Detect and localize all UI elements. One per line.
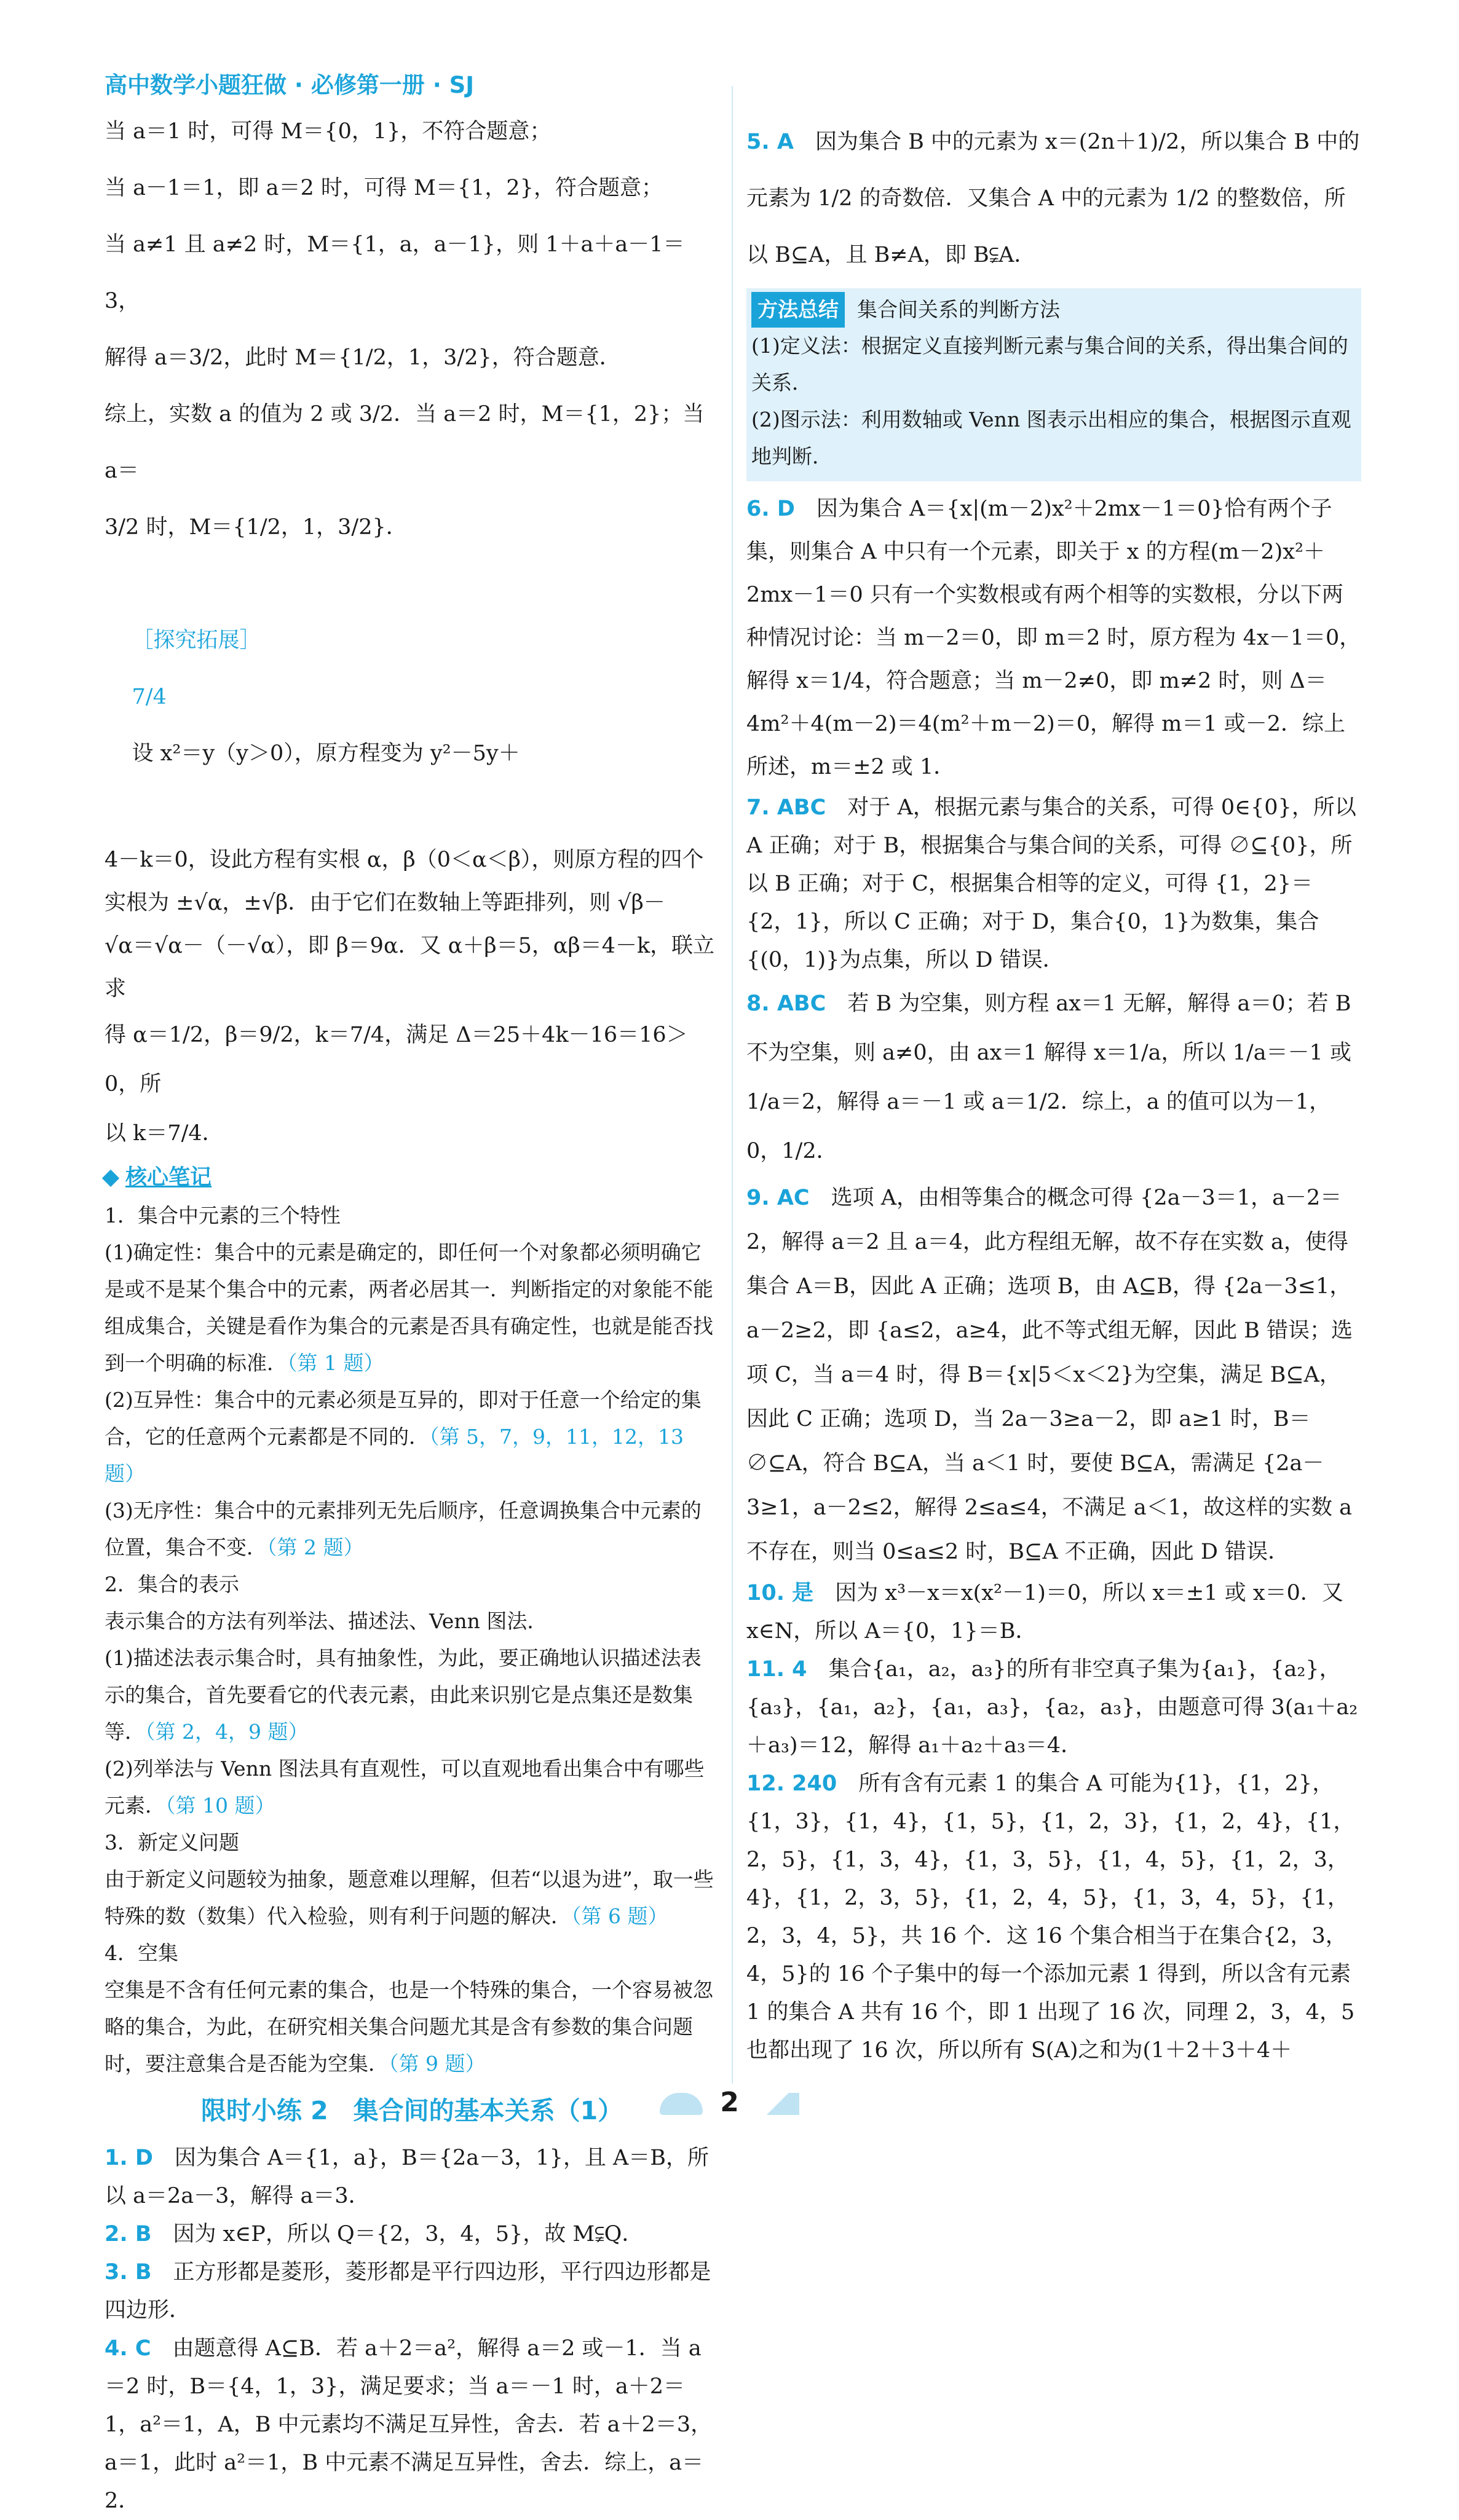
note-ref: （第 2 题）: [267, 1535, 364, 1559]
note-text: 表示集合的方法有列举法、描述法、Venn 图法．: [105, 1609, 548, 1633]
page-footer: [0, 2087, 1459, 2118]
method-summary-header: [751, 292, 1356, 328]
explore-answer: 7/4: [132, 685, 167, 709]
answer-number: 12. 240: [746, 1771, 837, 1796]
method-summary-box: [746, 288, 1361, 481]
text-line: 当 a－1＝1，即 a＝2 时，可得 M＝{1，2}，符合题意；: [105, 176, 663, 200]
answer-text: 因为 x∈P，所以 Q＝{2，3，4，5}，故 M⫋Q．: [173, 2222, 644, 2246]
answer-text: 对于 A，根据元素与集合的关系，可得 0∈{0}，所以 A 正确；对于 B，根据集合与集合间的关系，可得 ∅⊆{0}，所以 B 正确；对于 C，根据集合相等的定义，可得 {1，2}＝{2，1}，所以 C 正确；对于 D，集合{0，1}为数集，集合{(0，1)}为点集，所以 D 错误．: [746, 795, 1363, 972]
answer-number: 3. B: [105, 2260, 152, 2285]
left-column: [105, 103, 719, 2520]
text-line: 解得 a＝3/2，此时 M＝{1/2，1，3/2}，符合题意．: [105, 345, 621, 370]
note-text: 空集是不含有任何元素的集合，也是一个特殊的集合，一个容易被忽略的集合，为此，在研究相关集合问题尤其是含有参数的集合问题时，要注意集合是否能为空集．: [105, 1978, 713, 2076]
answer-item: [105, 2329, 719, 2520]
note-ref: （第 5，7，9，11，12，13 题）: [105, 1425, 690, 1486]
answer-item: [746, 114, 1361, 283]
note-ref: （第 6 题）: [571, 1904, 668, 1928]
method-item: (2)图示法：利用数轴或 Venn 图表示出相应的集合，根据图示直观地判断．: [751, 408, 1351, 468]
method-summary-tag: 方法总结: [751, 292, 845, 328]
set-square-icon: [756, 2093, 799, 2115]
text-line: 当 a≠1 且 a≠2 时，M＝{1，a，a－1}，则 1＋a＋a－1＝3，: [105, 232, 685, 313]
text-line: 当 a＝1 时，可得 M＝{0，1}，不符合题意；: [105, 119, 552, 144]
explore-line: 以 k＝7/4．: [105, 1121, 224, 1146]
answer-number: 11. 4: [746, 1657, 807, 1682]
answer-text: 集合{a₁，a₂，a₃}的所有非空真子集为{a₁}，{a₂}，{a₃}，{a₁，a₂}，{a₁，a₃}，{a₂，a₃}，由题意可得 3(a₁＋a₂＋a₃)＝12，解得 a₁＋a₂＋a₃＝4．: [746, 1657, 1358, 1758]
diamond-icon: [102, 1170, 119, 1187]
explore-line: 得 α＝1/2，β＝9/2，k＝7/4，满足 Δ＝25＋4k－16＝16＞0，所: [105, 1023, 688, 1097]
note-text: 3．新定义问题: [105, 1830, 239, 1854]
answer-number: 1. D: [105, 2146, 153, 2170]
answer-number: 7. ABC: [746, 795, 826, 820]
core-notes-label: [105, 1158, 719, 1197]
book-header: 高中数学小题狂做 · 必修第一册 · SJ: [105, 72, 475, 98]
page-number: 2: [720, 2087, 739, 2118]
answer-item: [746, 1176, 1361, 1574]
answer-text: 正方形都是菱形，菱形都是平行四边形，平行四边形都是四边形．: [105, 2260, 711, 2323]
answer-number: 8. ABC: [746, 991, 826, 1016]
note-item: [105, 1824, 719, 1861]
answer-number: 9. AC: [746, 1186, 810, 1210]
note-item: [105, 1972, 719, 2082]
note-item: [105, 1640, 719, 1750]
note-item: [105, 1197, 719, 1234]
answer-item: [746, 979, 1361, 1176]
text-line: 综上，实数 a 的值为 2 或 3/2．当 a＝2 时，M＝{1，2}；当 a＝: [105, 402, 711, 483]
answer-number: 2. B: [105, 2222, 152, 2246]
answer-text: 由题意得 A⊆B．若 a＋2＝a²，解得 a＝2 或－1．当 a＝2 时，B＝{4，1，3}，满足要求；当 a＝－1 时，a＋2＝1，a²＝1，A，B 中元素均不满足互异性，舍去．若 a＋2＝3，a＝1，此时 a²＝1，B 中元素不满足互异性，舍去．综上，a＝2．: [105, 2336, 713, 2513]
method-summary-title: 集合间关系的判断方法: [857, 297, 1060, 321]
answer-number: 4. C: [105, 2336, 151, 2361]
note-text: (1)描述法表示集合时，具有抽象性，为此，要正确地认识描述法表示的集合，首先要看它的代表元素，由此来识别它是点集还是数集等．: [105, 1646, 702, 1744]
note-text: (1)确定性：集合中的元素是确定的，即任何一个对象都必须明确它是或不是某个集合中的元素，两者必居其一．判断指定的对象能不能组成集合，关键是看作为集合的元素是否具有确定性，也就是能否找到一个明确的标准．: [105, 1240, 713, 1375]
note-text: 2．集合的表示: [105, 1572, 239, 1596]
note-text: (2)列举法与 Venn 图法具有直观性，可以直观地看出集合中有哪些元素．: [105, 1757, 705, 1817]
answer-text: 因为 x³－x＝x(x²－1)＝0，所以 x＝±1 或 x＝0．又 x∈N，所以 A＝{0，1}＝B．: [746, 1581, 1351, 1644]
note-item: [105, 1492, 719, 1566]
note-text: (2)互异性：集合中的元素必须是互异的，即对于任意一个给定的集合，它的任意两个元素都是不同的．: [105, 1388, 702, 1449]
answer-item: [746, 487, 1361, 789]
note-ref: （第 2，4，9 题）: [145, 1720, 309, 1744]
answer-item: [105, 2139, 719, 2215]
answer-text: 因为集合 B 中的元素为 x＝(2n＋1)/2，所以集合 B 中的元素为 1/2 的奇数倍．又集合 A 中的元素为 1/2 的整数倍，所以 B⊆A，且 B≠A，即 B⫋A．: [746, 130, 1360, 267]
answer-item: [746, 1765, 1361, 2069]
explore-line: √α＝√α－（－√α），即 β＝9α．又 α＋β＝5，αβ＝4－k，联立求: [105, 934, 715, 1001]
core-notes-title: 核心笔记: [125, 1165, 212, 1190]
note-item: [105, 1750, 719, 1824]
text-line: 3/2 时，M＝{1/2，1，3/2}．: [105, 515, 408, 540]
note-item: [105, 1603, 719, 1640]
explore-line: 设 x²＝y（y＞0），原方程变为 y²－5y＋: [132, 741, 520, 766]
answer-number: 10. 是: [746, 1581, 814, 1605]
method-item: (1)定义法：根据定义直接判断元素与集合间的关系，得出集合间的关系．: [751, 334, 1348, 395]
explore-line: 4－k＝0，设此方程有实根 α，β（0＜α＜β），则原方程的四个: [105, 848, 704, 872]
note-text: (3)无序性：集合中的元素排列无先后顺序，任意调换集合中元素的位置，集合不变．: [105, 1498, 702, 1559]
explore-tag: ［探究拓展］: [132, 628, 261, 653]
answer-number: 5. A: [746, 130, 794, 154]
explore-line: 实根为 ±√α，±√β．由于它们在数轴上等距排列，则 √β－: [105, 891, 665, 915]
answer-text: 所有含有元素 1 的集合 A 可能为{1}，{1，2}，{1，3}，{1，4}，{1，5}，{1，2，3}，{1，2，4}，{1，2，5}，{1，3，4}，{1，3，5}，{1，4，5}，{1，2，3，4}，{1，2，3，5}，{1，2，4，5}，{1，3，4，5}，{1，2，3，4，5}，共 16 个．这 16 个集合相当于在集合{2，3，4，5}的 16 个子集中的每一个添加元素 1 得到，所以含有元素 1 的集合 A 共有 16 个，即 1 出现了 16 次，同理 2，3，4，5 也都出现了 16 次，所以所有 S(A)之和为(1＋2＋3＋4＋: [746, 1771, 1362, 2063]
answer-text: 因为集合 A＝{x|(m－2)x²＋2mx－1＝0}恰有两个子集，则集合 A 中只有一个元素，即关于 x 的方程(m－2)x²＋2mx－1＝0 只有一个实数根或有两个相等的实数根，分以下两种情况讨论：当 m－2＝0，即 m＝2 时，原方程为 4x－1＝0，解得 x＝1/4，符合题意；当 m－2≠0，即 m≠2 时，则 Δ＝4m²＋4(m－2)＝4(m²＋m－2)＝0，解得 m＝1 或－2．综上所述，m＝±2 或 1．: [746, 497, 1361, 779]
column-divider: [732, 86, 733, 2084]
answer-item: [105, 2215, 719, 2253]
note-text: 4．空集: [105, 1941, 178, 1965]
section-title: 限时小练 2 集合间的基本关系（1）: [200, 2096, 623, 2125]
note-item: [105, 1861, 719, 1935]
right-column: [746, 114, 1361, 2069]
answer-text: 若 B 为空集，则方程 ax＝1 无解，解得 a＝0；若 B 不为空集，则 a≠0，由 ax＝1 解得 x＝1/a，所以 1/a＝－1 或 1/a＝2，解得 a＝－1 或 a＝1/2．综上，a 的值可以为－1，0，1/2．: [746, 991, 1359, 1164]
note-ref: （第 10 题）: [165, 1794, 275, 1817]
answer-text: 因为集合 A＝{1，a}，B＝{2a－3，1}，且 A＝B，所以 a＝2a－3，解得 a＝3．: [105, 2146, 710, 2208]
note-item: [105, 1566, 719, 1603]
explore-heading: [105, 556, 719, 838]
note-ref: （第 1 题）: [287, 1351, 384, 1375]
note-ref: （第 9 题）: [389, 2052, 486, 2076]
answer-item: [746, 789, 1361, 979]
note-item: [105, 1382, 719, 1492]
answer-text: 选项 A，由相等集合的概念可得 {2a－3＝1，a－2＝2，解得 a＝2 且 a＝4，此方程组无解，故不存在实数 a，使得集合 A＝B，因此 A 正确；选项 B，由 A⊆B，得 {2a－3≤1，a－2≥2，即 {a≤2，a≥4，此不等式组无解，因此 B 错误；选项 C，当 a＝4 时，得 B＝{x|5＜x＜2}为空集，满足 B⊆A，因此 C 正确；选项 D，当 2a－3≥a－2，即 a≥1 时，B＝∅⊆A，符合 B⊆A，当 a＜1 时，要使 B⊆A，需满足 {2a－3≥1，a－2≤2，解得 2≤a≤4，不满足 a＜1，故这样的实数 a 不存在，则当 0≤a≤2 时，B⊆A 不正确，因此 D 错误．: [746, 1186, 1359, 1564]
note-item: [105, 1935, 719, 1972]
note-item: [105, 1234, 719, 1382]
answer-item: [746, 1574, 1361, 1650]
note-text: 1．集合中元素的三个特性: [105, 1203, 341, 1227]
answer-item: [746, 1650, 1361, 1765]
core-notes: [105, 1197, 719, 2082]
answer-number: 6. D: [746, 497, 795, 521]
note-text: 由于新定义问题较为抽象，题意难以理解，但若“以退为进”，取一些特殊的数（数集）代入检验，则有利于问题的解决．: [105, 1867, 714, 1928]
protractor-icon: [660, 2093, 703, 2115]
answer-item: [105, 2253, 719, 2329]
